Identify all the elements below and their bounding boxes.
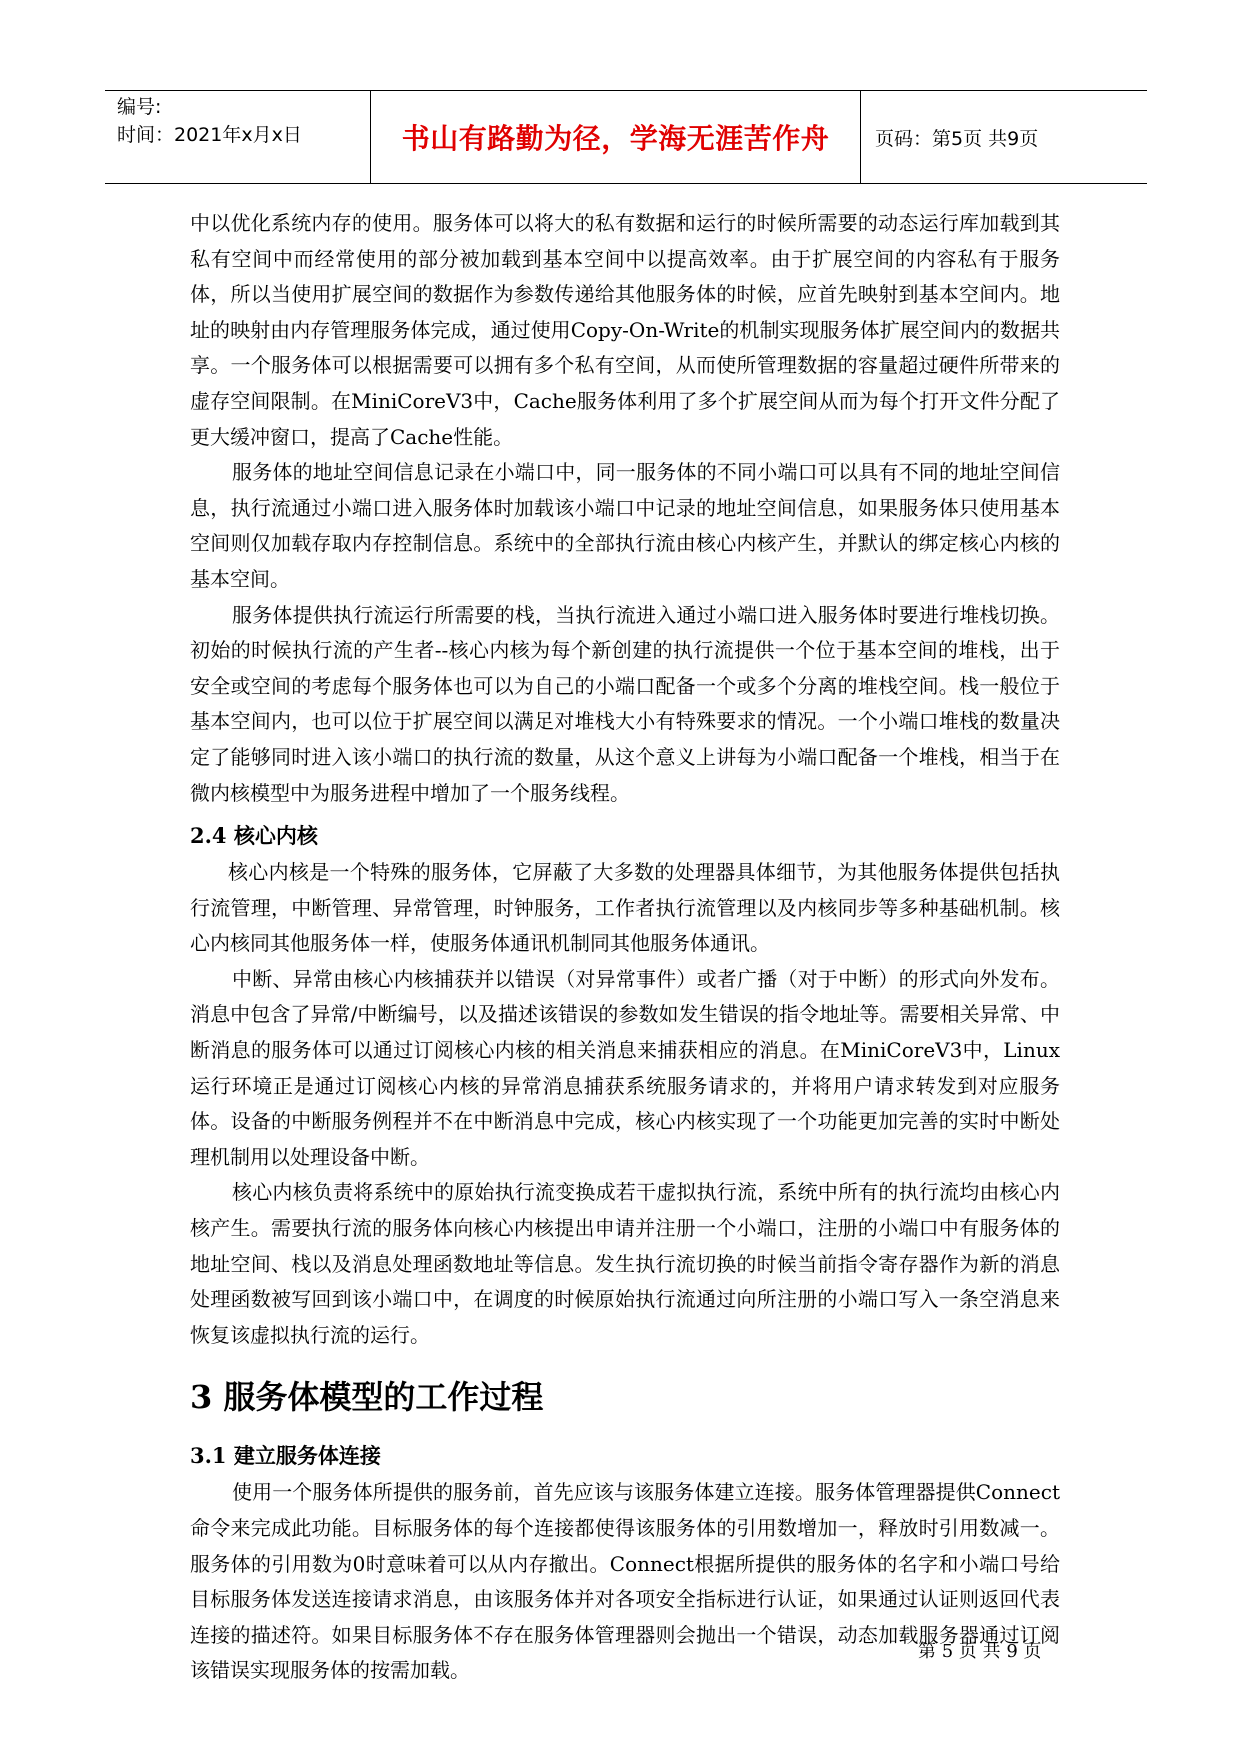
header-motto-cell — [371, 91, 861, 183]
section-heading-3-1: 3.1 建立服务体连接 — [190, 1443, 381, 1469]
paragraph-7: 使用一个服务体所提供的服务前，首先应该与该服务体建立连接。服务体管理器提供Connect命令来完成此功能。目标服务体的每个连接都使得该服务体的引用数增加一，释放时引用数减一。服务体的引用数为0时意味着可以从内存撤出。Connect根据所提供的服务体的名字和小端口号给目标服务体发送连接请求消息，由该服务体并对各项安全指标进行认证，如果通过认证则返回代表连接的描述符。如果目标服务体不存在服务体管理器则会抛出一个错误，动态加载服务器通过订阅该错误实现服务体的按需加载。 — [190, 1480, 1060, 1683]
page-footer: 第 5 页 共 9 页 — [918, 1641, 1042, 1662]
header-page-label: 页码：第5页 共9页 — [875, 127, 1039, 150]
section-heading-2-4: 2.4 核心内核 — [190, 823, 318, 849]
document-time-label: 时间：2021年x月x日 — [117, 124, 302, 146]
header-info — [105, 91, 371, 183]
header-page-cell — [861, 91, 1147, 183]
paragraph-2: 服务体的地址空间信息记录在小端口中，同一服务体的不同小端口可以具有不同的地址空间信息，执行流通过小端口进入服务体时加载该小端口中记录的地址空间信息，如果服务体只使用基本空间则仅加载存取内存控制信息。系统中的全部执行流由核心内核产生，并默认的绑定核心内核的基本空间。 — [190, 460, 1060, 591]
document-number-label: 编号: — [117, 96, 162, 118]
paragraph-3: 服务体提供执行流运行所需要的栈，当执行流进入通过小端口进入服务体时要进行堆栈切换。初始的时候执行流的产生者--核心内核为每个新创建的执行流提供一个位于基本空间的堆栈，出于安全或空间的考虑每个服务体也可以为自己的小端口配备一个或多个分离的堆栈空间。栈一般位于基本空间内，也可以位于扩展空间以满足对堆栈大小有特殊要求的情况。一个小端口堆栈的数量决定了能够同时进入该小端口的执行流的数量，从这个意义上讲每为小端口配备一个堆栈，相当于在微内核模型中为服务进程中增加了一个服务线程。 — [190, 602, 1060, 805]
header-motto: 书山有路勤为径，学海无涯苦作舟 — [401, 122, 830, 155]
paragraph-5: 中断、异常由核心内核捕获并以错误（对异常事件）或者广播（对于中断）的形式向外发布。消息中包含了异常/中断编号，以及描述该错误的参数如发生错误的指令地址等。需要相关异常、中断消息的服务体可以通过订阅核心内核的相关消息来捕获相应的消息。在MiniCoreV3中，Linux运行环境正是通过订阅核心内核的异常消息捕获系统服务请求的，并将用户请求转发到对应服务体。设备的中断服务例程并不在中断消息中完成，核心内核实现了一个功能更加完善的实时中断处理机制用以处理设备中断。 — [190, 966, 1060, 1169]
page-header — [105, 90, 1147, 184]
paragraph-1: 中以优化系统内存的使用。服务体可以将大的私有数据和运行的时候所需要的动态运行库加载到其私有空间中而经常使用的部分被加载到基本空间中以提高效率。由于扩展空间的内容私有于服务体，所以当使用扩展空间的数据作为参数传递给其他服务体的时候，应首先映射到基本空间内。地址的映射由内存管理服务体完成，通过使用Copy-On-Write的机制实现服务体扩展空间内的数据共享。一个服务体可以根据需要可以拥有多个私有空间，从而使所管理数据的容量超过硬件所带来的虚存空间限制。在MiniCoreV3中，Cache服务体利用了多个扩展空间从而为每个打开文件分配了更大缓冲窗口，提高了Cache性能。 — [190, 211, 1060, 449]
document-body — [190, 206, 1060, 1689]
paragraph-6: 核心内核负责将系统中的原始执行流变换成若干虚拟执行流，系统中所有的执行流均由核心内核产生。需要执行流的服务体向核心内核提出申请并注册一个小端口，注册的小端口中有服务体的地址空间、栈以及消息处理函数地址等信息。发生执行流切换的时候当前指令寄存器作为新的消息处理函数被写回到该小端口中，在调度的时候原始执行流通过向所注册的小端口写入一条空消息来恢复该虚拟执行流的运行。 — [190, 1180, 1060, 1347]
paragraph-4: 核心内核是一个特殊的服务体，它屏蔽了大多数的处理器具体细节，为其他服务体提供包括执行流管理，中断管理、异常管理，时钟服务，工作者执行流管理以及内核同步等多种基础机制。核心内核同其他服务体一样，使服务体通讯机制同其他服务体通讯。 — [190, 860, 1060, 956]
chapter-heading-3: 3 服务体模型的工作过程 — [190, 1378, 544, 1417]
